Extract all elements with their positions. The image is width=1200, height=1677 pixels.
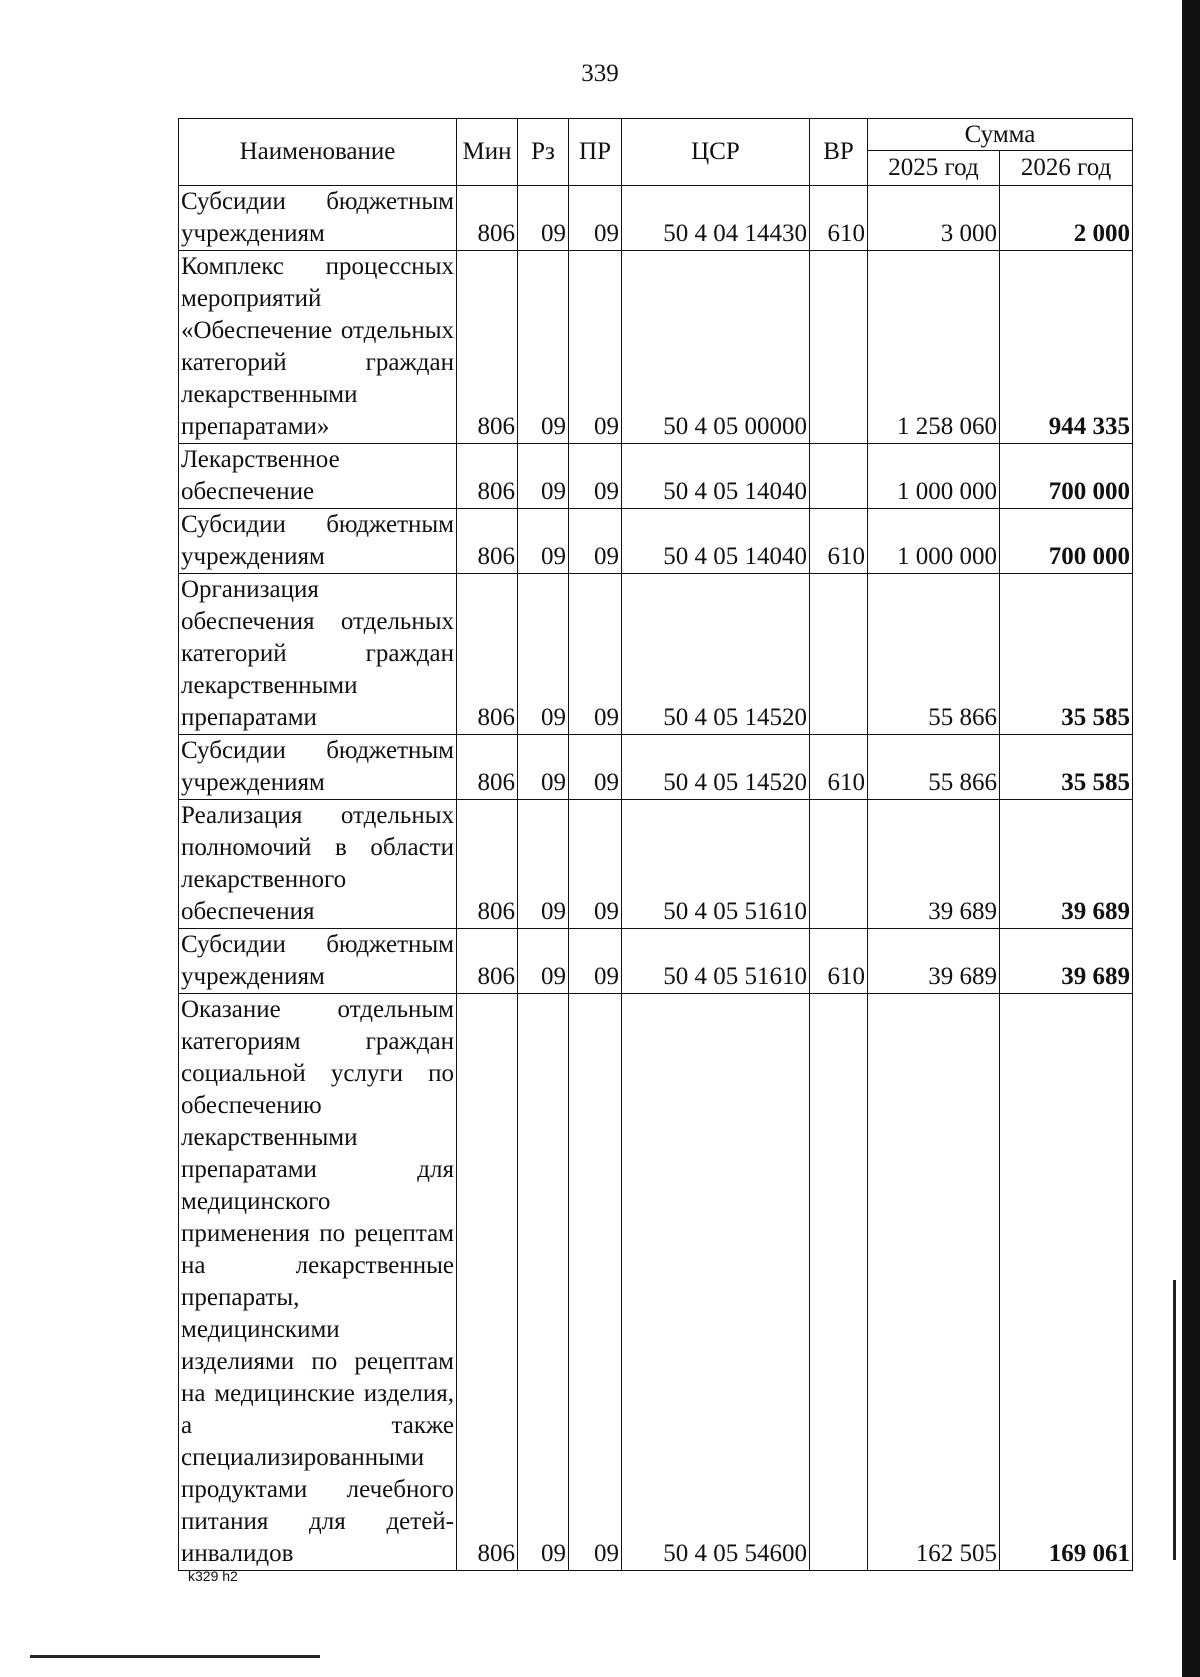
cell-csr: 50 4 05 14520 xyxy=(622,735,810,800)
table-row xyxy=(179,444,1133,509)
cell-sum-2026: 39 689 xyxy=(1000,929,1133,994)
table-row xyxy=(179,251,1133,444)
header-min: Мин xyxy=(457,119,518,186)
budget-table xyxy=(178,118,1133,1571)
cell-rz: 09 xyxy=(518,574,569,735)
cell-min: 806 xyxy=(457,444,518,509)
cell-pr: 09 xyxy=(569,251,622,444)
cell-sum-2026: 39 689 xyxy=(1000,800,1133,929)
cell-name: Комплекс процессных мероприятий «Обеспечение отдельных категорий граждан лекарственными препаратами» xyxy=(179,251,457,444)
cell-csr: 50 4 05 14040 xyxy=(622,509,810,574)
cell-name: Оказание отдельным категориям граждан социальной услуги по обеспечению лекарственными препаратами для медицинского применения по рецептам на лекарственные препараты, медицинскими изделиями по рецептам на медицинские изделия, а также специализированными продуктами лечебного питания для детей-инвалидов xyxy=(179,994,457,1571)
cell-name: Лекарственное обеспечение xyxy=(179,444,457,509)
header-sum: Сумма xyxy=(868,119,1133,151)
table-row xyxy=(179,186,1133,251)
cell-pr: 09 xyxy=(569,800,622,929)
cell-vr xyxy=(810,800,868,929)
table-body xyxy=(179,186,1133,1571)
header-csr: ЦСР xyxy=(622,119,810,186)
cell-sum-2025: 55 866 xyxy=(868,574,1000,735)
cell-rz: 09 xyxy=(518,994,569,1571)
cell-sum-2026: 35 585 xyxy=(1000,574,1133,735)
cell-name: Реализация отдельных полномочий в области лекарственного обеспечения xyxy=(179,800,457,929)
table-row xyxy=(179,929,1133,994)
cell-sum-2026: 700 000 xyxy=(1000,509,1133,574)
footer-code: k329 h2 xyxy=(188,1568,238,1584)
page-number: 339 xyxy=(581,60,619,87)
table-row xyxy=(179,994,1133,1571)
cell-sum-2026: 2 000 xyxy=(1000,186,1133,251)
cell-name: Субсидии бюджетным учреждениям xyxy=(179,509,457,574)
cell-vr xyxy=(810,574,868,735)
cell-rz: 09 xyxy=(518,444,569,509)
cell-rz: 09 xyxy=(518,251,569,444)
cell-csr: 50 4 05 00000 xyxy=(622,251,810,444)
header-vr: ВР xyxy=(810,119,868,186)
cell-vr: 610 xyxy=(810,186,868,251)
table-row xyxy=(179,800,1133,929)
table-row xyxy=(179,735,1133,800)
table-row xyxy=(179,574,1133,735)
cell-min: 806 xyxy=(457,574,518,735)
cell-min: 806 xyxy=(457,735,518,800)
cell-vr xyxy=(810,444,868,509)
scan-bottom-line xyxy=(30,1655,320,1658)
cell-sum-2025: 3 000 xyxy=(868,186,1000,251)
cell-pr: 09 xyxy=(569,735,622,800)
cell-csr: 50 4 05 14520 xyxy=(622,574,810,735)
cell-sum-2026: 944 335 xyxy=(1000,251,1133,444)
cell-rz: 09 xyxy=(518,800,569,929)
cell-sum-2025: 39 689 xyxy=(868,929,1000,994)
cell-min: 806 xyxy=(457,251,518,444)
cell-rz: 09 xyxy=(518,509,569,574)
cell-sum-2025: 39 689 xyxy=(868,800,1000,929)
cell-sum-2026: 35 585 xyxy=(1000,735,1133,800)
cell-csr: 50 4 05 14040 xyxy=(622,444,810,509)
cell-name: Субсидии бюджетным учреждениям xyxy=(179,186,457,251)
header-name: Наименование xyxy=(179,119,457,186)
cell-sum-2025: 162 505 xyxy=(868,994,1000,1571)
header-year-2026: 2026 год xyxy=(1000,151,1133,186)
cell-pr: 09 xyxy=(569,509,622,574)
cell-vr: 610 xyxy=(810,735,868,800)
cell-pr: 09 xyxy=(569,186,622,251)
cell-min: 806 xyxy=(457,509,518,574)
cell-sum-2025: 1 000 000 xyxy=(868,444,1000,509)
cell-vr: 610 xyxy=(810,929,868,994)
cell-min: 806 xyxy=(457,186,518,251)
scan-edge-line xyxy=(1173,1280,1176,1560)
cell-min: 806 xyxy=(457,800,518,929)
cell-min: 806 xyxy=(457,994,518,1571)
header-rz: Рз xyxy=(518,119,569,186)
cell-sum-2025: 55 866 xyxy=(868,735,1000,800)
cell-name: Субсидии бюджетным учреждениям xyxy=(179,929,457,994)
cell-pr: 09 xyxy=(569,994,622,1571)
cell-rz: 09 xyxy=(518,735,569,800)
cell-csr: 50 4 04 14430 xyxy=(622,186,810,251)
cell-sum-2025: 1 258 060 xyxy=(868,251,1000,444)
scan-edge-shadow xyxy=(1182,0,1200,1677)
cell-sum-2026: 169 061 xyxy=(1000,994,1133,1571)
cell-vr xyxy=(810,251,868,444)
cell-rz: 09 xyxy=(518,929,569,994)
cell-rz: 09 xyxy=(518,186,569,251)
cell-vr: 610 xyxy=(810,509,868,574)
cell-csr: 50 4 05 51610 xyxy=(622,800,810,929)
cell-sum-2026: 700 000 xyxy=(1000,444,1133,509)
cell-pr: 09 xyxy=(569,929,622,994)
cell-name: Субсидии бюджетным учреждениям xyxy=(179,735,457,800)
cell-pr: 09 xyxy=(569,574,622,735)
header-pr: ПР xyxy=(569,119,622,186)
cell-csr: 50 4 05 51610 xyxy=(622,929,810,994)
cell-vr xyxy=(810,994,868,1571)
cell-min: 806 xyxy=(457,929,518,994)
cell-sum-2025: 1 000 000 xyxy=(868,509,1000,574)
cell-pr: 09 xyxy=(569,444,622,509)
cell-csr: 50 4 05 54600 xyxy=(622,994,810,1571)
cell-name: Организация обеспечения отдельных категорий граждан лекарственными препаратами xyxy=(179,574,457,735)
table-row xyxy=(179,509,1133,574)
header-year-2025: 2025 год xyxy=(868,151,1000,186)
